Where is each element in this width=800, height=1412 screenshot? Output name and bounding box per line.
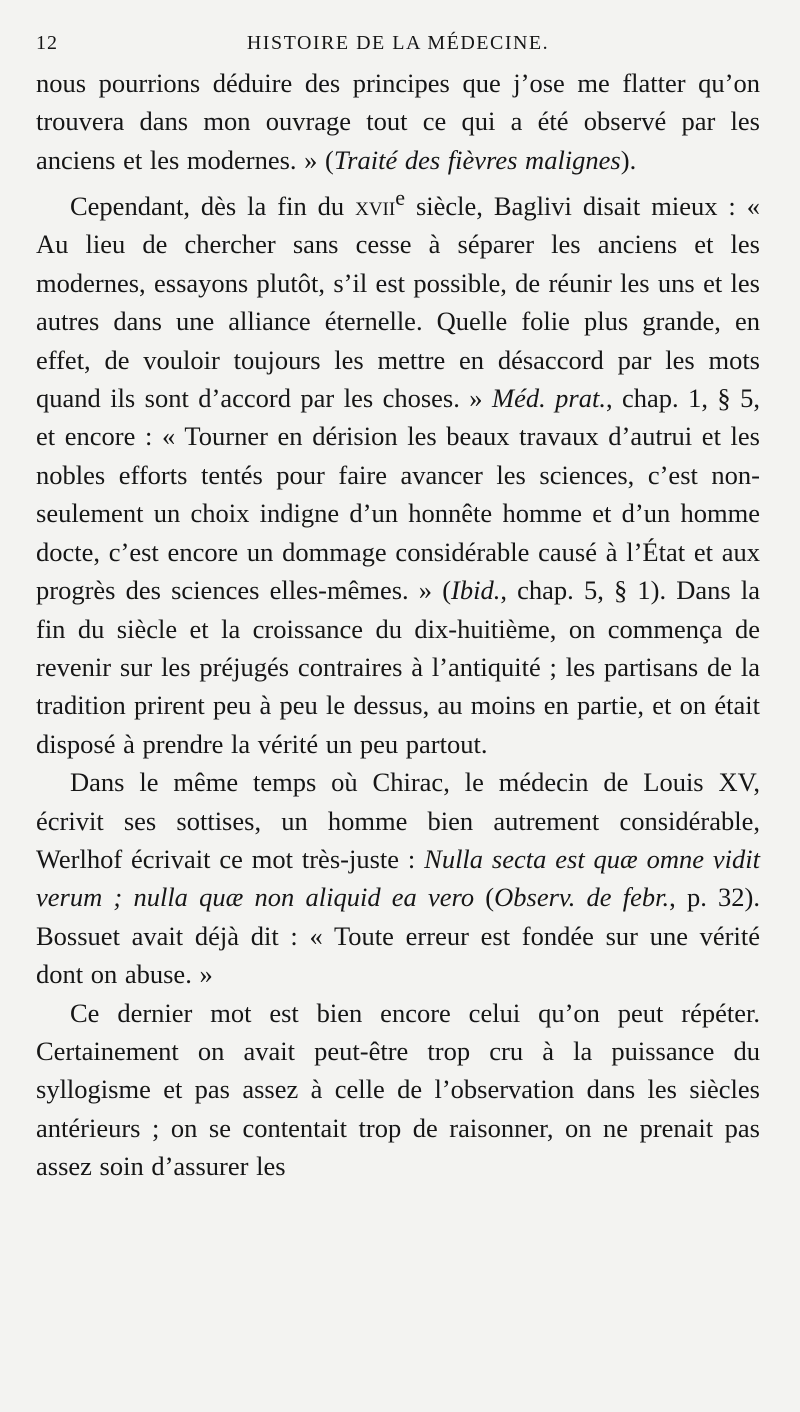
paragraph-4-text-a: Ce dernier mot est bien encore celui qu’on peut répéter. Certainement on avait peut-être trop cru à la puissance du syllogisme et pas assez à celle de l’observation dans les siècles antérieurs ; on se contentait trop de raisonner, on ne prenait pas assez soin d’assurer les — [36, 997, 760, 1182]
body-text — [36, 64, 760, 1186]
paragraph-3-text-c: ( — [474, 882, 495, 913]
paragraph-4 — [36, 994, 760, 1186]
paragraph-3-citation: Observ. de febr. — [494, 882, 670, 913]
page-number: 12 — [36, 32, 58, 54]
paragraph-2-text-b: siècle, Baglivi disait mieux : « Au lieu de chercher sans cesse à séparer les anciens et les modernes, essayons plutôt, s’il est possible, de réunir les uns et les autres dans une alliance éternelle. Quelle folie plus grande, en effet, de vouloir toujours les mettre en désaccord par les mots quand ils sont d’accord par les choses. » — [36, 191, 760, 414]
paragraph-1-text-a: nous pourrions déduire des principes que j’ose me flatter qu’on trouvera dans mon ouvrage tout ce qui a été observé par les anciens et les modernes. » ( — [36, 68, 760, 175]
paragraph-3 — [36, 763, 760, 993]
paragraph-2 — [36, 179, 760, 763]
paragraph-2-text-f: , chap. 5, § 1). Dans la fin du siècle et la croissance du dix-huitième, on commença de revenir sur les préjugés contraires à l’antiquité ; les partisans de la tradition prirent peu à peu le dessus, au moins en partie, et on était disposé à prendre la vérité un peu partout. — [36, 575, 761, 759]
paragraph-2-citation-1: Méd. prat. — [492, 383, 606, 414]
paragraph-2-citation-2: Ibid. — [451, 575, 501, 606]
paragraph-3-text-a: Dans le même temps où Chirac, le médecin de Louis XV, écrivit ses sottises, un homme bien autrement considérable, Werlhof écrivait ce mot très-juste : — [36, 767, 760, 874]
paragraph-1-citation: Traité des fièvres malignes — [333, 144, 621, 175]
paragraph-3-latin-quote: Nulla secta est quæ omne vidit verum ; nulla quæ non aliquid ea vero — [36, 843, 760, 913]
paragraph-3-text-e: , p. 32). Bossuet avait déjà dit : « Toute erreur est fondée sur une vérité dont on abuse. » — [36, 882, 760, 990]
paragraph-1-text-c: ). — [620, 144, 637, 175]
paragraph-1 — [36, 64, 760, 179]
century-superscript: e — [395, 185, 406, 211]
page-header — [36, 30, 760, 64]
paragraph-2-text-a: Cependant, dès la fin du — [70, 191, 356, 222]
century-numeral: xvii — [355, 191, 396, 222]
running-title: HISTOIRE DE LA MÉDECINE. — [246, 32, 550, 54]
paragraph-2-text-d: , chap. 1, § 5, et encore : « Tourner en dérision les beaux travaux d’autrui et les nobles efforts tentés pour faire avancer les sciences, c’est non-seulement un choix indigne d’un honnête homme et d’un homme docte, c’est encore un dommage considérable causé à l’État et aux progrès des sciences elles-mêmes. » ( — [36, 383, 760, 606]
